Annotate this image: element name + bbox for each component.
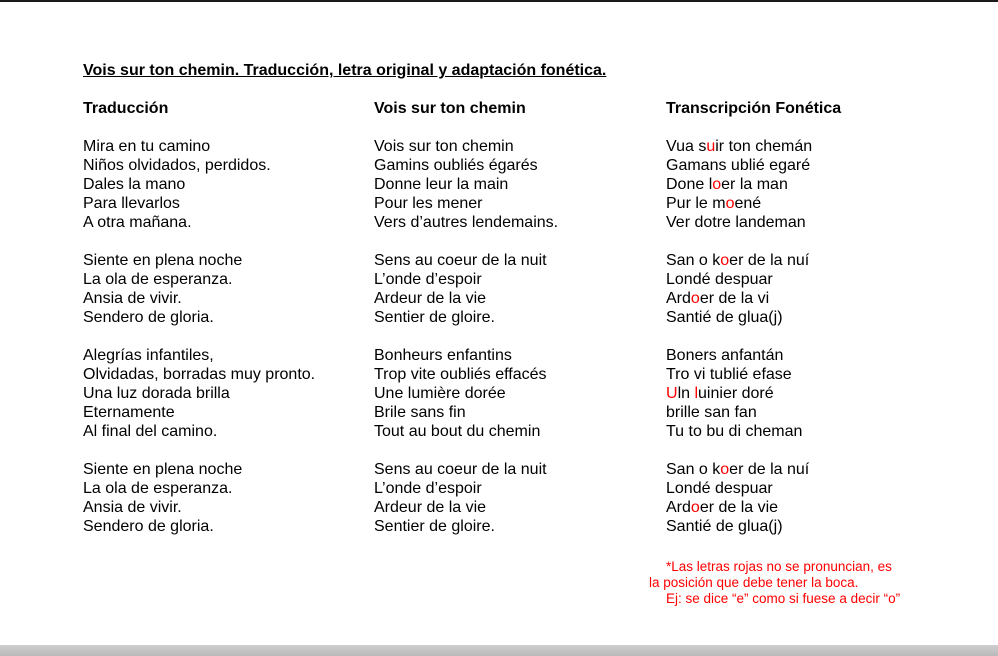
lyric-line: Al final del camino. <box>83 423 218 440</box>
lyric-segment: Ver dotre landeman <box>666 214 806 231</box>
lyric-line: Una luz dorada brilla <box>83 385 230 402</box>
lyric-line <box>666 137 966 156</box>
lyric-line <box>666 156 966 175</box>
lyric-line: Eternamente <box>83 404 175 421</box>
stanza <box>666 460 966 536</box>
lyric-line <box>666 308 966 327</box>
lyric-line <box>666 289 966 308</box>
column-translation <box>83 99 383 555</box>
stanza <box>666 251 966 327</box>
lyric-line: Sendero de gloria. <box>83 309 214 326</box>
lyric-line <box>666 479 966 498</box>
note-line: Ej: se dice “e” como si fuese a decir “o” <box>666 591 901 606</box>
lyric-line <box>666 194 966 213</box>
lyric-line: Sens au coeur de la nuit <box>374 252 547 269</box>
window-bottom-bar <box>0 645 998 656</box>
lyric-line <box>666 365 966 384</box>
lyric-line: Sentier de gloire. <box>374 518 495 535</box>
lyric-line: Ardeur de la vie <box>374 499 487 516</box>
silent-letter: o <box>690 499 700 516</box>
lyric-line: Sendero de gloria. <box>83 518 214 535</box>
lyric-segment: Tu to bu di cheman <box>666 423 803 440</box>
silent-letter: o <box>725 195 735 212</box>
lyric-line: Mira en tu camino <box>83 138 211 155</box>
lyric-line: Alegrías infantiles, <box>83 347 214 364</box>
lyric-segment: Boners anfantán <box>666 347 784 364</box>
lyric-line: Siente en plena noche <box>83 252 243 269</box>
lyric-segment: Gamans ublié egaré <box>666 157 811 174</box>
lyric-line: Ardeur de la vie <box>374 290 487 307</box>
stanza <box>83 460 383 536</box>
lyric-line <box>666 403 966 422</box>
lyric-line: Para llevarlos <box>83 195 180 212</box>
lyric-segment: Ard <box>666 499 691 516</box>
lyric-line <box>666 498 966 517</box>
lyric-segment: ir ton chemán <box>715 138 813 155</box>
lyric-line: Une lumière dorée <box>374 385 506 402</box>
lyric-segment: San o k <box>666 252 721 269</box>
column-header-phonetic: Transcripción Fonética <box>666 100 842 117</box>
lyric-segment: er de la nuí <box>729 252 810 269</box>
lyric-segment: Londé despuar <box>666 480 773 497</box>
stanza <box>666 346 966 441</box>
lyric-line: Trop vite oubliés effacés <box>374 366 547 383</box>
pronunciation-note <box>640 559 940 607</box>
stanza-list <box>83 137 383 536</box>
lyric-line: Tout au bout du chemin <box>374 423 541 440</box>
stanza <box>374 346 674 441</box>
lyric-line <box>666 384 966 403</box>
lyric-line <box>666 251 966 270</box>
lyric-line: Vois sur ton chemin <box>374 138 514 155</box>
stanza <box>83 137 383 232</box>
silent-letter: o <box>720 252 730 269</box>
lyric-line: L’onde d’espoir <box>374 271 482 288</box>
stanza <box>83 251 383 327</box>
silent-letter: o <box>712 176 722 193</box>
lyric-segment: Ard <box>666 290 691 307</box>
lyric-segment: Santié de glua(j) <box>666 518 783 535</box>
lyric-segment: uinier doré <box>698 385 774 402</box>
lyric-line: Brile sans fin <box>374 404 466 421</box>
lyric-line: Ansia de vivir. <box>83 290 182 307</box>
lyric-segment: San o k <box>666 461 721 478</box>
lyric-segment: Santié de glua(j) <box>666 309 783 326</box>
stanza-list <box>666 137 966 536</box>
lyric-line: La ola de esperanza. <box>83 271 233 288</box>
lyric-line: Siente en plena noche <box>83 461 243 478</box>
lyric-line <box>666 346 966 365</box>
lyric-line: Gamins oubliés égarés <box>374 157 538 174</box>
note-line: *Las letras rojas no se pronuncian, es <box>666 559 892 574</box>
lyric-segment: Vua s <box>666 138 707 155</box>
silent-letter: u <box>706 138 716 155</box>
lyric-line <box>666 213 966 232</box>
lyric-line: Olvidadas, borradas muy pronto. <box>83 366 316 383</box>
lyric-line <box>666 517 966 536</box>
lyric-segment: ené <box>734 195 762 212</box>
lyric-segment: er de la nuí <box>729 461 810 478</box>
lyric-segment: brille san fan <box>666 404 757 421</box>
lyric-line <box>666 270 966 289</box>
lyric-line <box>666 422 966 441</box>
note-line: la posición que debe tener la boca. <box>649 575 859 590</box>
column-header-translation: Traducción <box>83 100 169 117</box>
silent-letter: o <box>690 290 700 307</box>
lyric-segment: er de la vie <box>699 499 779 516</box>
lyric-line: Pour les mener <box>374 195 483 212</box>
lyric-line: Bonheurs enfantins <box>374 347 512 364</box>
stanza <box>83 346 383 441</box>
lyric-segment: er la man <box>721 176 788 193</box>
stanza <box>374 137 674 232</box>
lyric-line <box>666 175 966 194</box>
lyric-line: Niños olvidados, perdidos. <box>83 157 271 174</box>
lyric-segment: ln <box>677 385 695 402</box>
lyric-line: L’onde d’espoir <box>374 480 482 497</box>
lyric-line: Vers d’autres lendemains. <box>374 214 559 231</box>
lyric-segment: er de la vi <box>699 290 770 307</box>
column-original-lyrics <box>374 99 674 555</box>
lyric-segment: Tro vi tublié efase <box>666 366 792 383</box>
silent-letter: l <box>694 385 699 402</box>
lyric-line: Sens au coeur de la nuit <box>374 461 547 478</box>
stanza <box>374 460 674 536</box>
stanza-list <box>374 137 674 536</box>
stanza <box>374 251 674 327</box>
document-title: Vois sur ton chemin. Traducción, letra original y adaptación fonética. <box>83 62 607 79</box>
lyric-segment: Londé despuar <box>666 271 773 288</box>
column-phonetic-transcription <box>666 99 966 555</box>
column-header-original: Vois sur ton chemin <box>374 100 526 117</box>
silent-letter: o <box>720 461 730 478</box>
lyric-line: A otra mañana. <box>83 214 192 231</box>
lyric-segment: Pur le m <box>666 195 726 212</box>
lyric-line: Dales la mano <box>83 176 186 193</box>
lyric-line <box>666 460 966 479</box>
lyric-segment: Done l <box>666 176 713 193</box>
lyric-line: Sentier de gloire. <box>374 309 495 326</box>
silent-letter: U <box>666 385 678 402</box>
lyric-line: Ansia de vivir. <box>83 499 182 516</box>
lyric-line: La ola de esperanza. <box>83 480 233 497</box>
stanza <box>666 137 966 232</box>
lyric-line: Donne leur la main <box>374 176 509 193</box>
